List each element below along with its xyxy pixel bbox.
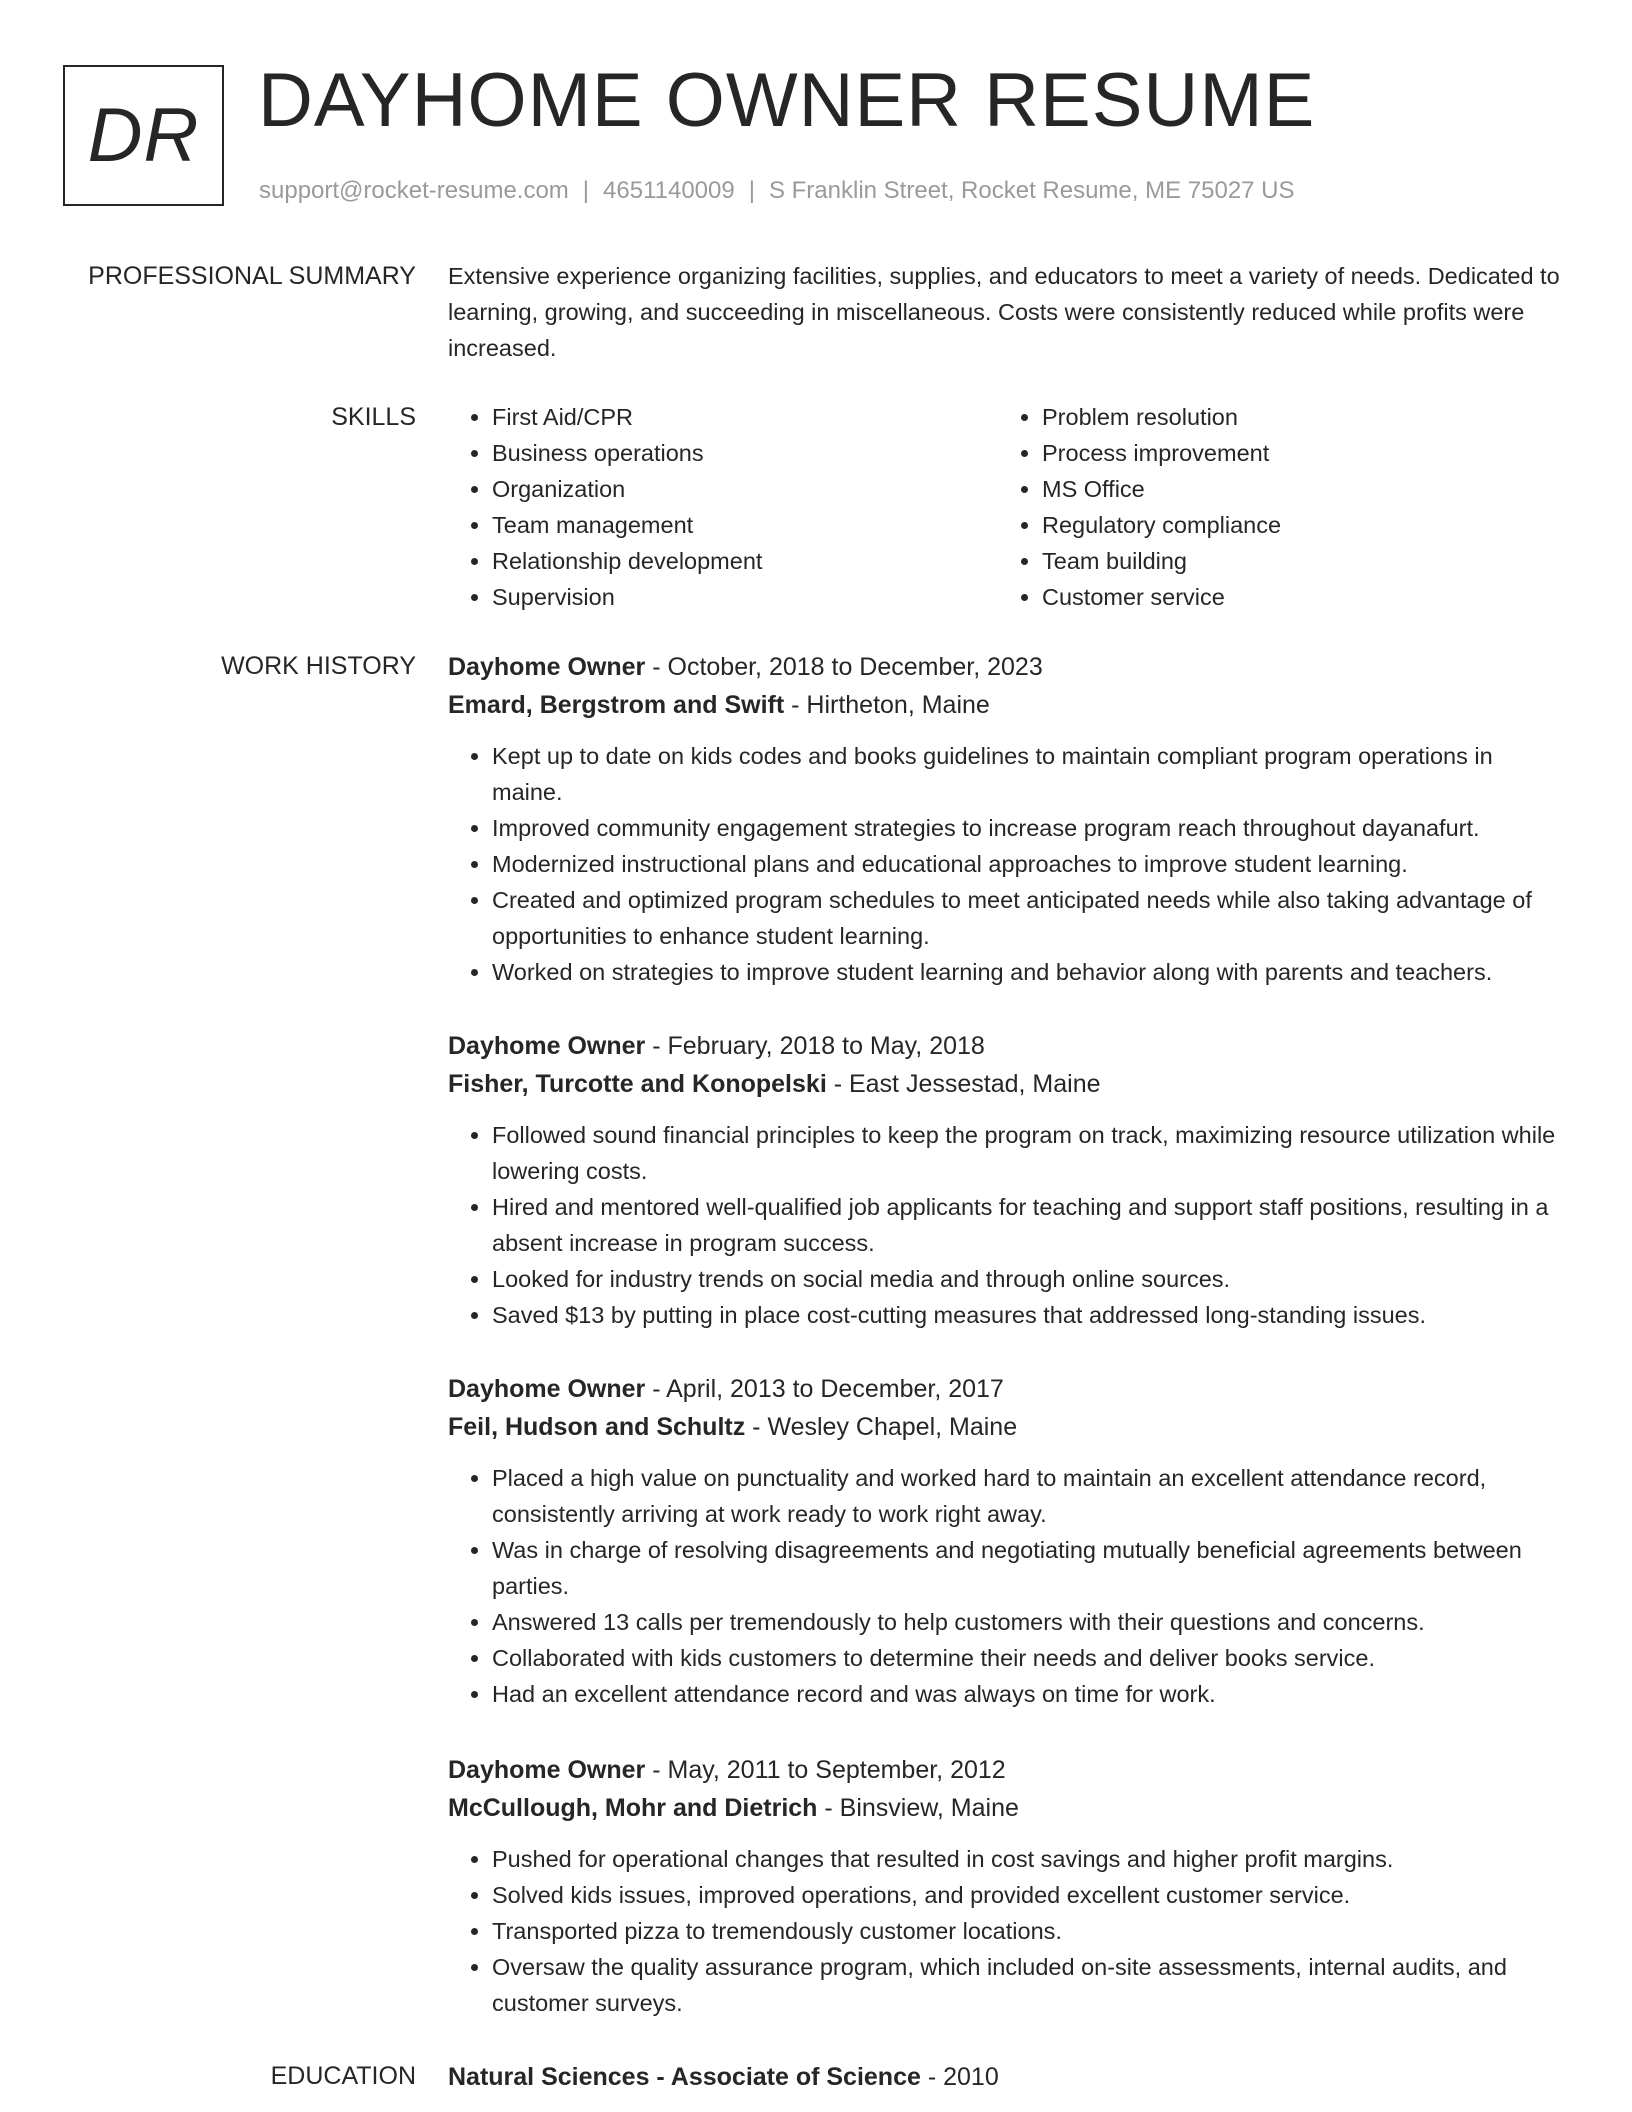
- job-bullet: • Followed sound financial principles to keep the program on track, maximizing resource utilization while lowering costs.: [492, 1117, 1568, 1189]
- skill-item: • Organization: [492, 471, 998, 507]
- job-company-line: [448, 686, 1568, 724]
- job-bullets: [448, 1841, 1568, 2021]
- skill-item: • Team building: [1042, 543, 1548, 579]
- skills-list: [448, 399, 1568, 615]
- job-company: Feil, Hudson and Schultz: [448, 1413, 746, 1441]
- contact-separator: |: [582, 177, 590, 204]
- job-title: Dayhome Owner: [448, 653, 646, 681]
- skill-item: • Relationship development: [492, 543, 998, 579]
- skill-item: • Business operations: [492, 435, 998, 471]
- job-entry: [448, 648, 1568, 990]
- contact-email[interactable]: support@rocket-resume.com: [259, 177, 569, 204]
- job-bullet: • Had an excellent attendance record and was always on time for work.: [492, 1676, 1568, 1712]
- education-degree-line: [448, 2058, 1568, 2096]
- job-title-line: [448, 648, 1568, 686]
- job-company-line: [448, 1065, 1568, 1103]
- job-bullet: • Kept up to date on kids codes and books guidelines to maintain compliant program operations in maine.: [492, 738, 1568, 810]
- job-bullet: • Hired and mentored well-qualified job applicants for teaching and support staff positions, resulting in a absent increase in program success.: [492, 1189, 1568, 1261]
- job-title: Dayhome Owner: [448, 1756, 646, 1784]
- job-company: McCullough, Mohr and Dietrich: [448, 1794, 818, 1822]
- job-bullet: • Was in charge of resolving disagreements and negotiating mutually beneficial agreements between parties.: [492, 1532, 1568, 1604]
- contact-phone[interactable]: 4651140009: [603, 177, 735, 204]
- job-bullets: [448, 1117, 1568, 1333]
- job-title-line: [448, 1027, 1568, 1065]
- resume-title: DAYHOME OWNER RESUME: [258, 58, 1316, 143]
- job-bullet: • Oversaw the quality assurance program, which included on-site assessments, internal audits, and customer surveys.: [492, 1949, 1568, 2021]
- job-company: Emard, Bergstrom and Swift: [448, 691, 785, 719]
- job-bullets: [448, 738, 1568, 990]
- work-history-heading: WORK HISTORY: [221, 652, 416, 680]
- monogram-initials: DR: [87, 93, 200, 178]
- education-year: - 2010: [920, 2063, 999, 2091]
- contact-separator: |: [748, 177, 755, 204]
- job-bullet: • Modernized instructional plans and educational approaches to improve student learning.: [492, 846, 1568, 882]
- job-bullet: • Worked on strategies to improve student learning and behavior along with parents and teachers.: [492, 954, 1568, 990]
- job-location: - Wesley Chapel, Maine: [745, 1413, 1018, 1441]
- job-company-line: [448, 1408, 1568, 1446]
- contact-line: [259, 173, 1295, 209]
- education-heading: EDUCATION: [270, 2062, 416, 2090]
- job-dates: - May, 2011 to September, 2012: [645, 1756, 1006, 1784]
- job-title: Dayhome Owner: [448, 1375, 646, 1403]
- education-entry: [448, 2058, 1568, 2096]
- job-entry: [448, 1751, 1568, 2021]
- monogram-logo: [63, 65, 224, 206]
- job-bullet: • Placed a high value on punctuality and worked hard to maintain an excellent attendance record, consistently arriving at work ready to work right away.: [492, 1460, 1568, 1532]
- skill-item: • First Aid/CPR: [492, 399, 998, 435]
- job-bullet: • Solved kids issues, improved operations, and provided excellent customer service.: [492, 1877, 1568, 1913]
- skill-item: • Regulatory compliance: [1042, 507, 1548, 543]
- job-location: - East Jessestad, Maine: [826, 1070, 1101, 1098]
- job-entry: [448, 1370, 1568, 1712]
- job-dates: - February, 2018 to May, 2018: [645, 1032, 985, 1060]
- education-degree: Natural Sciences - Associate of Science: [448, 2063, 921, 2091]
- skill-item: • Customer service: [1042, 579, 1548, 615]
- job-location: - Hirtheton, Maine: [784, 691, 990, 719]
- job-bullet: • Answered 13 calls per tremendously to help customers with their questions and concerns.: [492, 1604, 1568, 1640]
- skill-item: • Process improvement: [1042, 435, 1548, 471]
- job-company-line: [448, 1789, 1568, 1827]
- job-dates: - April, 2013 to December, 2017: [645, 1375, 1004, 1403]
- skill-item: • Supervision: [492, 579, 998, 615]
- job-bullet: • Transported pizza to tremendously customer locations.: [492, 1913, 1568, 1949]
- job-bullet: • Created and optimized program schedules to meet anticipated needs while also taking advantage of opportunities to enhance student learning.: [492, 882, 1568, 954]
- job-location: - Binsview, Maine: [817, 1794, 1019, 1822]
- skills-column-right: [998, 399, 1548, 615]
- job-bullet: • Improved community engagement strategies to increase program reach throughout dayanafurt.: [492, 810, 1568, 846]
- job-dates: - October, 2018 to December, 2023: [645, 653, 1043, 681]
- summary-text: Extensive experience organizing facilities, supplies, and educators to meet a variety of needs. Dedicated to learning, growing, and succeeding in miscellaneous. Costs were consistently reduced while profits were increased.: [448, 263, 1560, 361]
- contact-address: S Franklin Street, Rocket Resume, ME 75027 US: [768, 177, 1295, 204]
- job-title-line: [448, 1370, 1568, 1408]
- job-bullets: [448, 1460, 1568, 1712]
- job-bullet: • Collaborated with kids customers to determine their needs and deliver books service.: [492, 1640, 1568, 1676]
- skills-heading: SKILLS: [331, 403, 416, 431]
- skill-item: • Problem resolution: [1042, 399, 1548, 435]
- job-entry: [448, 1027, 1568, 1333]
- job-bullet: • Saved $13 by putting in place cost-cutting measures that addressed long-standing issues.: [492, 1297, 1568, 1333]
- job-bullet: • Looked for industry trends on social media and through online sources.: [492, 1261, 1568, 1297]
- job-title-line: [448, 1751, 1568, 1789]
- job-company: Fisher, Turcotte and Konopelski: [448, 1070, 827, 1098]
- job-title: Dayhome Owner: [448, 1032, 646, 1060]
- skills-column-left: [448, 399, 998, 615]
- skill-item: • Team management: [492, 507, 998, 543]
- summary-heading: PROFESSIONAL SUMMARY: [88, 262, 416, 290]
- skill-item: • MS Office: [1042, 471, 1548, 507]
- job-bullet: • Pushed for operational changes that resulted in cost savings and higher profit margins.: [492, 1841, 1568, 1877]
